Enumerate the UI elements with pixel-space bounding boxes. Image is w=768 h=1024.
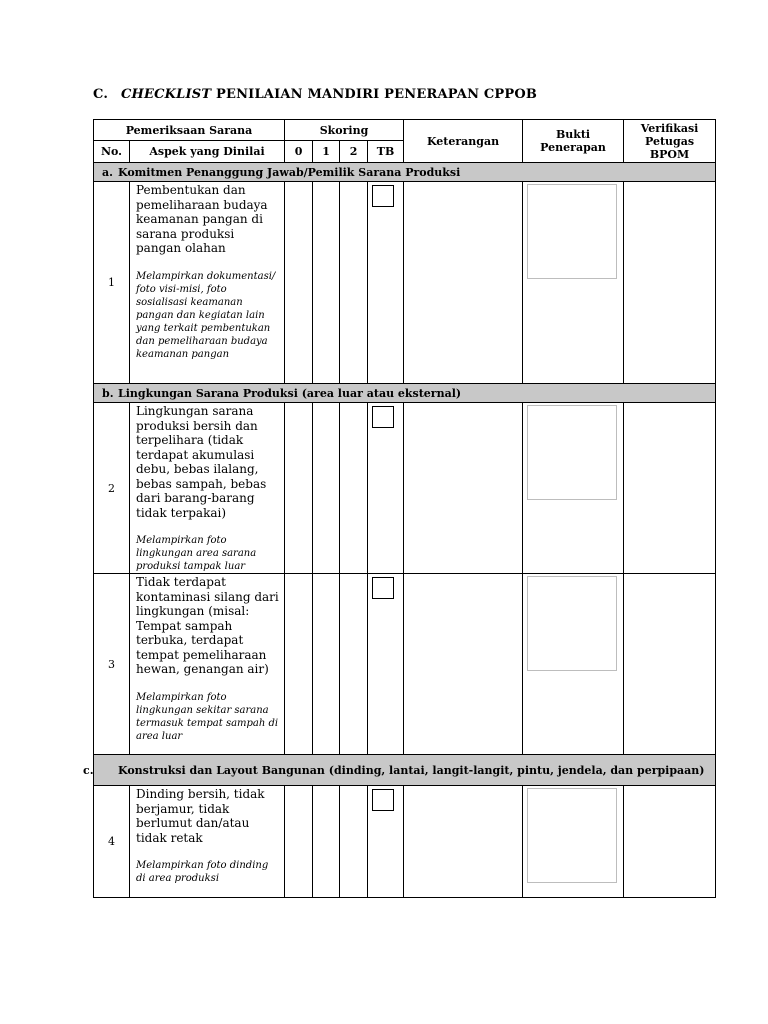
table-row [94, 786, 716, 898]
table-row [94, 574, 716, 755]
section-c-row [94, 755, 716, 786]
score-2-cell[interactable] [340, 574, 368, 755]
header-no: No. [94, 141, 130, 163]
score-1-cell[interactable] [313, 786, 340, 898]
score-1-cell[interactable] [313, 182, 340, 384]
header-bukti [523, 120, 624, 163]
title-rest: PENILAIAN MANDIRI PENERAPAN CPPOB [211, 87, 538, 102]
item-aspek [130, 574, 285, 755]
item-note: Melampirkan dokumentasi/ foto visi-misi, foto sosialisasi keamanan pangan dan kegiatan lain yang terkait pembentukan dan pemeliharaan budaya keamanan pangan [136, 270, 276, 360]
section-a-letter: a. [102, 165, 113, 179]
item-aspek [130, 786, 285, 898]
score-0-cell[interactable] [285, 403, 313, 574]
section-c-title [83, 755, 716, 786]
score-2-cell[interactable] [340, 182, 368, 384]
title-italic: CHECKLIST [121, 87, 212, 102]
header-verif-line3: BPOM [649, 147, 690, 161]
section-a-text: Komitmen Penanggung Jawab/Pemilik Sarana Produksi [118, 165, 461, 179]
tb-checkbox[interactable] [372, 577, 394, 599]
header-score-1: 1 [313, 141, 340, 163]
bukti-cell [523, 403, 624, 574]
header-pemeriksaan: Pemeriksaan Sarana [94, 120, 285, 141]
score-tb-cell [368, 786, 404, 898]
score-tb-cell [368, 403, 404, 574]
checklist-table [83, 119, 716, 898]
header-verifikasi [624, 120, 716, 163]
section-a-title [94, 163, 716, 182]
section-b-row [94, 384, 716, 403]
item-text: Pembentukan dan pemeliharaan budaya keamanan pangan di sarana produksi pangan olahan [136, 183, 268, 255]
item-note: Melampirkan foto lingkungan area sarana produksi tampak luar [136, 535, 257, 572]
score-1-cell[interactable] [313, 574, 340, 755]
item-text: Dinding bersih, tidak berjamur, tidak berlumut dan/atau tidak retak [136, 787, 265, 845]
section-a-row [94, 163, 716, 182]
evidence-photo-box[interactable] [527, 184, 617, 279]
bukti-cell [523, 786, 624, 898]
section-letter: C. [93, 87, 109, 102]
header-bukti-line2: Penerapan [540, 141, 606, 154]
score-2-cell[interactable] [340, 403, 368, 574]
header-score-0: 0 [285, 141, 313, 163]
bukti-cell [523, 574, 624, 755]
verifikasi-cell[interactable] [624, 403, 716, 574]
header-verif-line2: Petugas [644, 134, 695, 148]
item-number: 4 [94, 786, 130, 898]
verifikasi-cell[interactable] [624, 786, 716, 898]
item-number: 1 [94, 182, 130, 384]
section-b-letter: b. [102, 386, 114, 400]
item-number: 3 [94, 574, 130, 755]
item-number: 2 [94, 403, 130, 574]
section-b-title [94, 384, 716, 403]
header-score-2: 2 [340, 141, 368, 163]
header-verif-line1: Verifikasi [640, 121, 699, 135]
score-tb-cell [368, 182, 404, 384]
bukti-cell [523, 182, 624, 384]
tb-checkbox[interactable] [372, 185, 394, 207]
evidence-photo-box[interactable] [527, 576, 617, 671]
header-keterangan: Keterangan [404, 120, 523, 163]
header-bukti-line1: Bukti [555, 128, 591, 141]
score-2-cell[interactable] [340, 786, 368, 898]
item-aspek [130, 403, 285, 574]
header-aspek: Aspek yang Dinilai [130, 141, 285, 163]
evidence-photo-box[interactable] [527, 405, 617, 500]
keterangan-cell[interactable] [404, 403, 523, 574]
score-tb-cell [368, 574, 404, 755]
item-note: Melampirkan foto lingkungan sekitar sarana termasuk tempat sampah di area luar [136, 691, 279, 742]
item-text: Tidak terdapat kontaminasi silang dari lingkungan (misal: Tempat sampah terbuka, terdapat tempat pemeliharaan hewan, genangan air) [136, 575, 279, 676]
score-0-cell[interactable] [285, 574, 313, 755]
score-1-cell[interactable] [313, 403, 340, 574]
header-skoring: Skoring [285, 120, 404, 141]
table-row [94, 403, 716, 574]
tb-checkbox[interactable] [372, 789, 394, 811]
item-aspek [130, 182, 285, 384]
keterangan-cell[interactable] [404, 574, 523, 755]
item-note: Melampirkan foto dinding di area produksi [136, 860, 269, 884]
score-0-cell[interactable] [285, 182, 313, 384]
score-0-cell[interactable] [285, 786, 313, 898]
section-title [93, 87, 537, 102]
verifikasi-cell[interactable] [624, 574, 716, 755]
evidence-photo-box[interactable] [527, 788, 617, 883]
table-row [94, 182, 716, 384]
tb-checkbox[interactable] [372, 406, 394, 428]
verifikasi-cell[interactable] [624, 182, 716, 384]
keterangan-cell[interactable] [404, 786, 523, 898]
keterangan-cell[interactable] [404, 182, 523, 384]
header-score-tb: TB [368, 141, 404, 163]
section-b-text: Lingkungan Sarana Produksi (area luar atau eksternal) [118, 386, 462, 400]
item-text: Lingkungan sarana produksi bersih dan terpelihara (tidak terdapat akumulasi debu, bebas ilalang, bebas sampah, bebas dari barang-barang tidak terpakai) [136, 404, 267, 520]
section-c-letter: c. [83, 763, 94, 777]
section-c-text: Konstruksi dan Layout Bangunan (dinding, lantai, langit-langit, pintu, jendela, dan perpipaan) [118, 763, 705, 777]
